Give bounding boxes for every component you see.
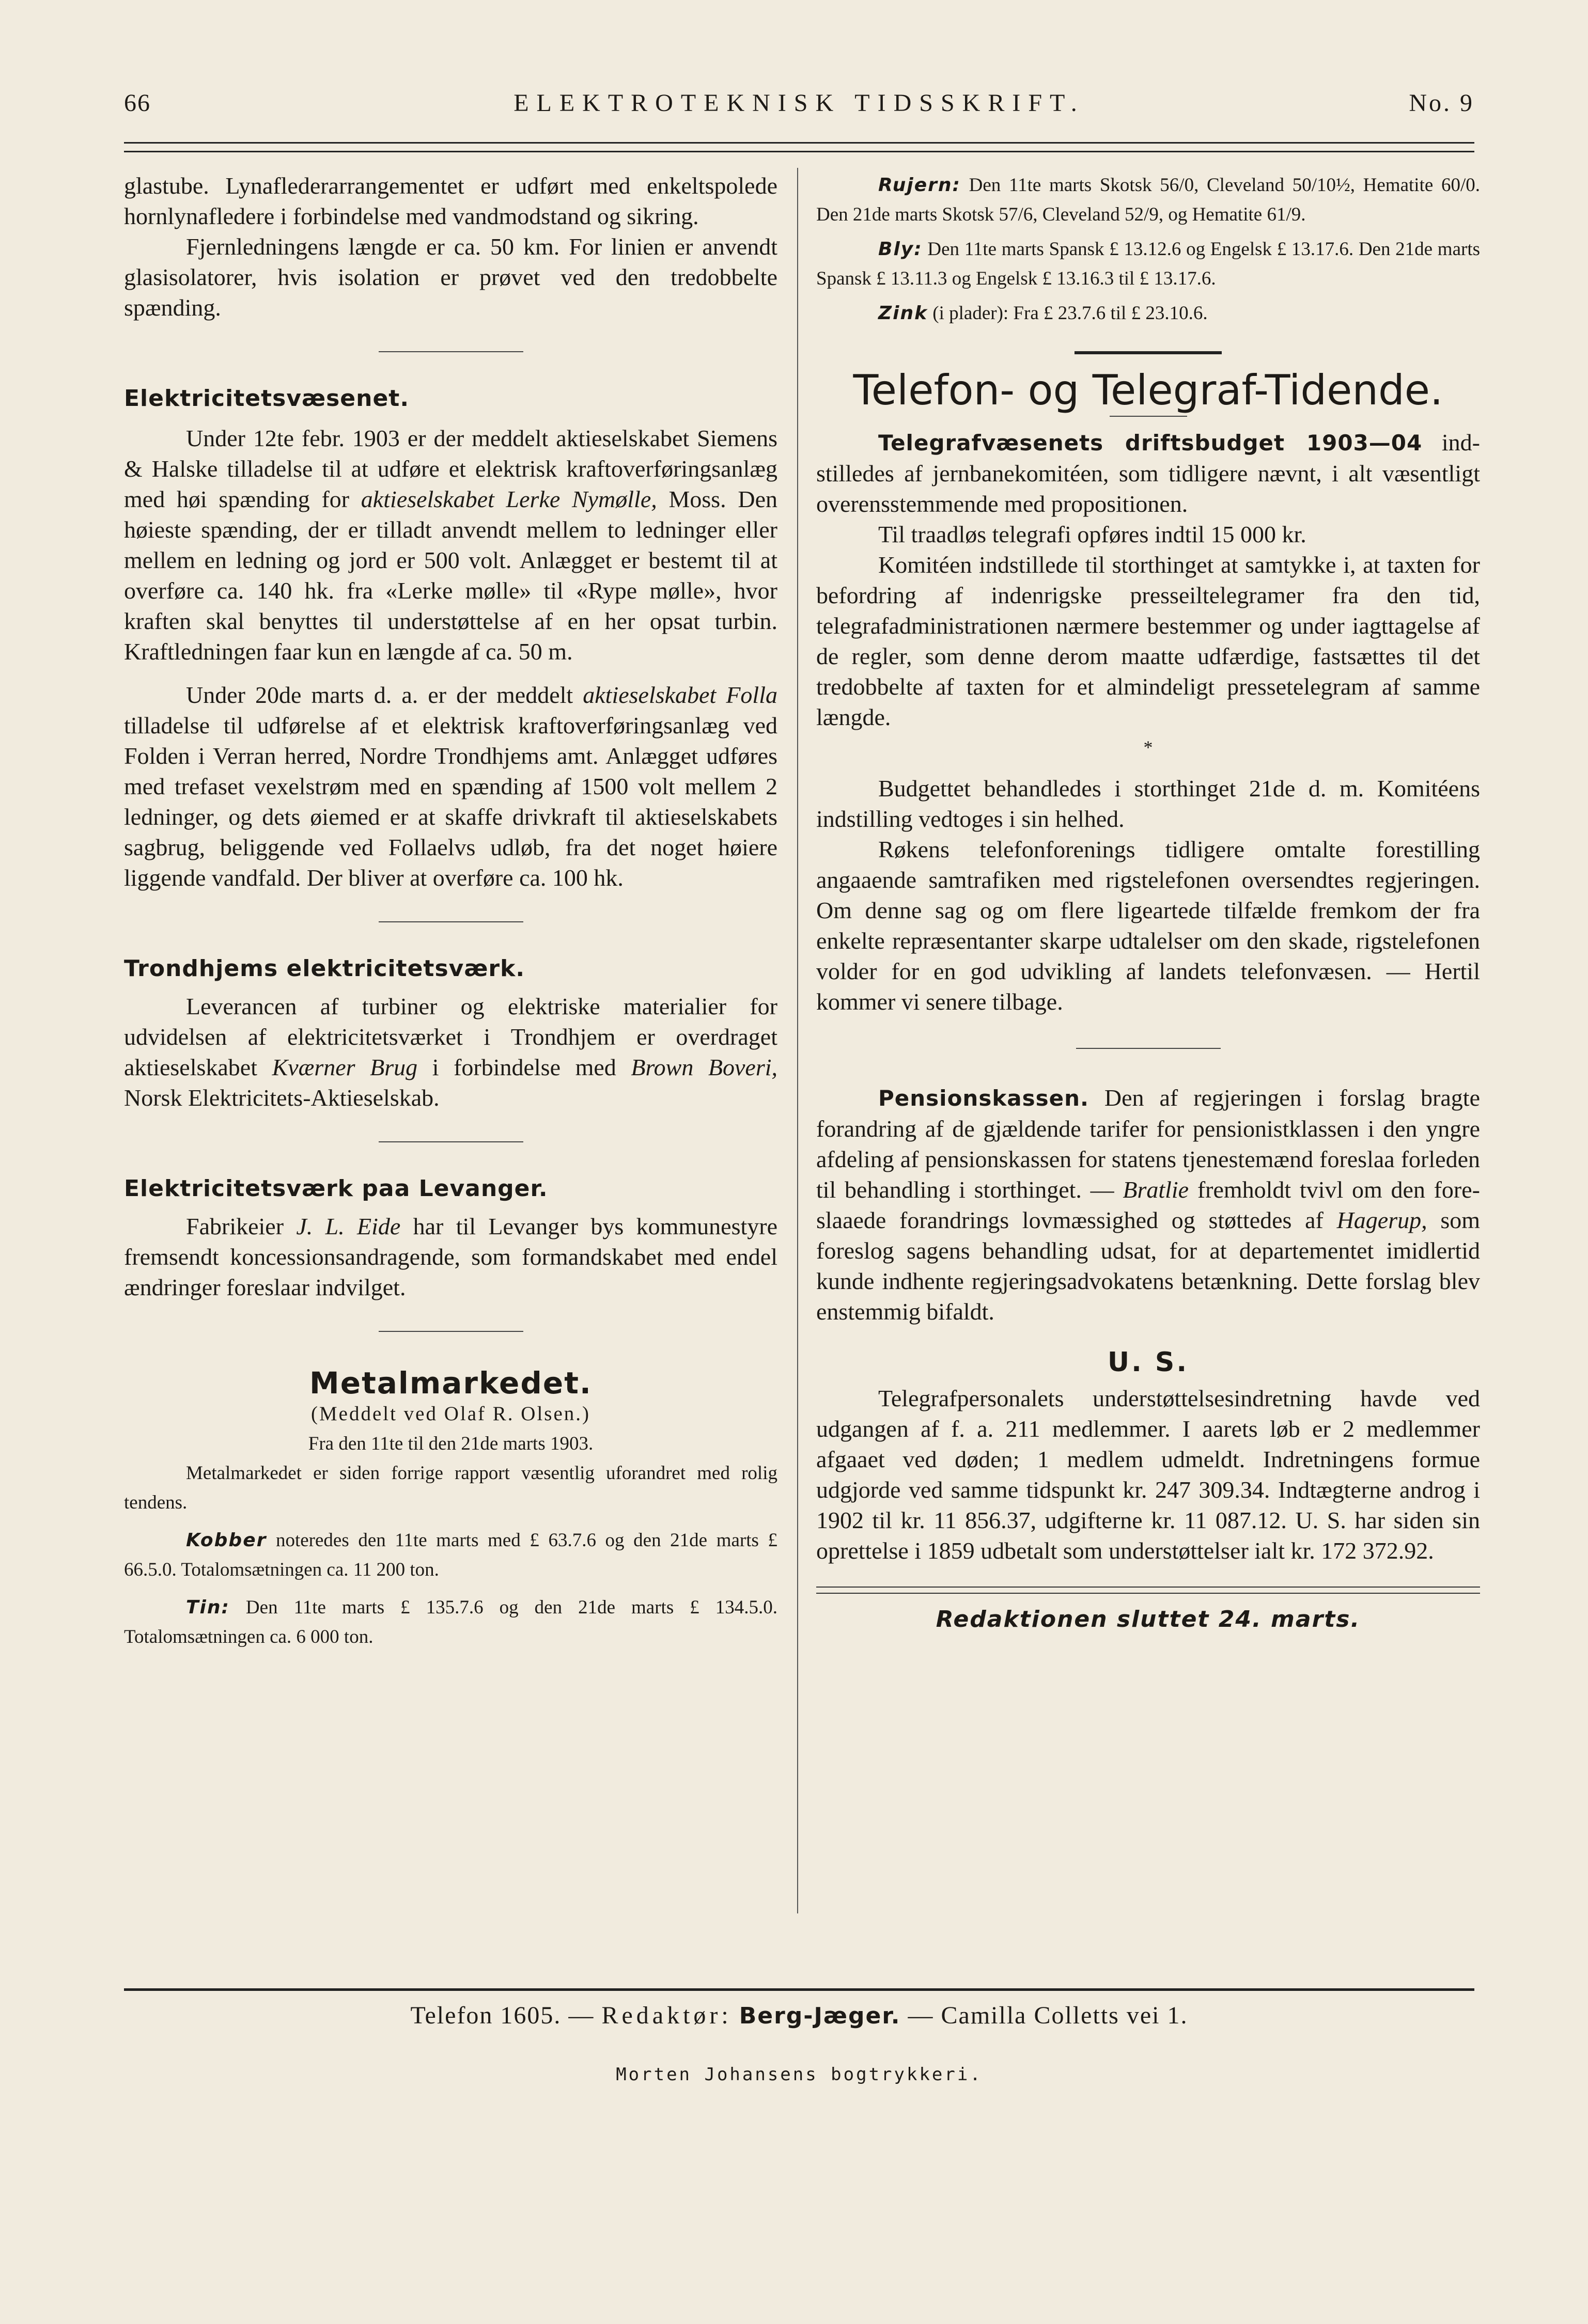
metal-market-title: Metalmarkedet. bbox=[309, 1365, 592, 1401]
section-heading: Elektricitetsvæsenet. bbox=[124, 385, 410, 412]
section-title: Telefon- og Telegraf-Tidende. bbox=[853, 366, 1443, 414]
person-name: Hagerup, bbox=[1336, 1207, 1427, 1233]
paragraph: Til traadløs telegrafi opføres indtil 15 000 kr. bbox=[878, 521, 1306, 547]
metal-label: Tin: bbox=[186, 1597, 230, 1618]
price-entry: Bly: Den 11te marts Spansk £ 13.12.6 og Engelsk £ 13.17.6. Den 21de marts Spansk £ 13.11.3 og Engelsk £ 13.16.3 til £ 13.17.6. bbox=[816, 239, 1480, 289]
asterism: * bbox=[1143, 737, 1153, 758]
person-name: Bratlie bbox=[1123, 1176, 1189, 1203]
double-rule bbox=[816, 1587, 1480, 1594]
price-entry: Zink (i plader): Fra £ 23.7.6 til £ 23.10.6. bbox=[878, 303, 1208, 324]
paragraph: Telegrafpersonalets understøttelsesindretning havde ved udgangen af f. a. 211 medlemmer. I aarets løb er 2 medlemmer afgaaet ved døden; 1 medlem udmeldt. Indretningens formue udgjorde ved samme tidspunkt kr. 247 309.34. Indtægterne androg i 1902 til kr. 11 856.37, udgifterne kr. 11 087.12. U. S. har siden sin oprettelse i 1859 udbetalt som understøttelser ialt kr. 172 372.92. bbox=[816, 1385, 1480, 1564]
metal-market-date: Fra den 11te til den 21de marts 1903. bbox=[308, 1433, 594, 1454]
header-rule bbox=[124, 142, 1474, 152]
page-number: 66 bbox=[124, 89, 151, 117]
section-title: U. S. bbox=[1107, 1347, 1189, 1378]
price-entry: Rujern: Den 11te marts Skotsk 56/0, Cleveland 50/10½, Hematite 60/0. Den 21de marts Skotsk 57/6, Cleveland 52/9, og Hematite 61/9. bbox=[816, 175, 1480, 225]
paragraph: glastube. Lynaflederarrangementet er udført med enkeltspolede hornlynafledere i forbindelse med vandmodstand og sikring. bbox=[124, 172, 777, 229]
journal-title: ELEKTROTEKNISK TIDSSKRIFT. bbox=[513, 89, 1085, 117]
inline-heading: Telegrafvæsenets driftsbudget 1903—04 bbox=[878, 430, 1423, 456]
paragraph: Under 20de marts d. a. er der meddelt aktieselskabet Folla tilladelse til udførelse af et elektrisk kraftoverføringsanlæg ved Folden i Verran herred, Nordre Trondhjems amt. Anlægget udføres med trefaset vexelstrøm med en spænding af 1500 volt mellem 2 ledninger, og dets øiemed er at skaffe drivkraft til aktieselskabets sagbrug, beliggende ved Follaelvs udløb, fra det noget høiere liggende vandfald. Der bliver at overføre ca. 100 hk. bbox=[124, 682, 777, 891]
person-name: J. L. Eide bbox=[296, 1213, 401, 1239]
right-column bbox=[816, 170, 1480, 1635]
paragraph: Leverancen af turbiner og elektriske materialier for udvidelsen af elektricitetsværket i Trondhjem er overdraget aktieselskabet Kværner Brug i forbindelse med Brown Boveri, Norsk Elektricitets-Aktieselskab. bbox=[124, 993, 777, 1111]
paragraph: Under 12te febr. 1903 er der meddelt aktieselskabet Siemens & Halske tilladelse til at udføre et elektrisk kraftoverføringsanlæg med høi spænding for aktieselskabet Lerke Nymølle, Moss. Den høieste spænding, der er tilladt anvendt mellem to ledninger eller mellem en ledning og jord er 500 volt. Anlægget er bestemt til at overføre ca. 140 hk. fra «Lerke mølle» til «Rype mølle», hvor kraften skal benyttes til understøttelse af en her opsat turbin. Kraftledningen faar kun en længde af ca. 50 m. bbox=[124, 425, 777, 665]
editor-name: Berg-Jæger. bbox=[739, 2003, 901, 2029]
paragraph: Pensionskassen. Den af regjeringen i forslag bragte forandring af de gjældende tarifer for pensionistklassen i den yngre afdeling af pensionskassen for statens tjenestemænd foreslaa forleden til behandling i storthinget. — Bratlie fremholdt tvivl om den foreslaaede forandrings lovmæssighed og støttedes af Hagerup, som foreslog sagens behandling udsat, for at departementet imidlertid kunde indhente regjeringsadvokatens betænkning. Dette forslag blev enstemmig bifaldt. bbox=[816, 1085, 1481, 1325]
metal-label: Kobber bbox=[186, 1530, 267, 1551]
paragraph: Budgettet behandledes i storthinget 21de d. m. Komitéens indstilling vedtoges i sin helhed. bbox=[816, 775, 1480, 832]
page-header bbox=[124, 89, 1474, 125]
company-name: Brown Boveri, bbox=[631, 1054, 777, 1080]
issue-number: No. 9 bbox=[1409, 89, 1474, 117]
price-entry: Kobber noteredes den 11te marts med £ 63.7.6 og den 21de marts £ 66.5.0. Totalomsætningen ca. 11 200 ton. bbox=[124, 1530, 777, 1580]
paragraph: Fabrikeier J. L. Eide har til Levanger bys kommunestyre fremsendt koncessionsandragende, som formandskabet med endel ændringer foreslaar indvilget. bbox=[124, 1213, 777, 1300]
paragraph: Metalmarkedet er siden forrige rapport væsentlig uforandret med rolig tendens. bbox=[124, 1463, 777, 1513]
section-heading: Elektricitetsværk paa Levanger. bbox=[124, 1175, 548, 1202]
paragraph: Fjernledningens længde er ca. 50 km. For linien er anvendt glasisolatorer, hvis isolation er prøvet ved den tredobbelte spænding. bbox=[124, 233, 777, 321]
company-name: Kværner Brug bbox=[272, 1054, 418, 1080]
left-column bbox=[124, 170, 777, 1652]
price-entry: Tin: Den 11te marts £ 135.7.6 og den 21de marts £ 134.5.0. Totalomsætningen ca. 6 000 ton. bbox=[124, 1597, 777, 1647]
metal-label: Rujern: bbox=[878, 175, 961, 196]
section-heading: Trondhjems elektricitetsværk. bbox=[124, 955, 525, 982]
company-name: aktieselskabet Lerke Nymølle, bbox=[361, 486, 657, 512]
closing-note: Redaktionen sluttet 24. marts. bbox=[936, 1606, 1361, 1632]
paragraph: Telegrafvæsenets driftsbudget 1903—04 indstilledes af jernbanekomitéen, som tidligere nævnt, i alt væsentligt overensstemmende med propositionen. bbox=[816, 429, 1480, 517]
footer-rule bbox=[124, 1988, 1474, 1991]
company-name: aktieselskabet Folla bbox=[583, 682, 777, 708]
metal-label: Zink bbox=[878, 303, 928, 324]
editor-label: Redaktør: bbox=[601, 2002, 732, 2029]
footer-line: Telefon 1605. — Redaktør: Berg-Jæger. — Camilla Colletts vei 1. bbox=[410, 2002, 1188, 2029]
metal-market-source: (Meddelt ved Olaf R. Olsen.) bbox=[310, 1403, 591, 1425]
printer-credit: Morten Johansens bogtrykkeri. bbox=[616, 2064, 983, 2085]
inline-heading: Pensionskassen. bbox=[878, 1086, 1089, 1111]
paragraph: Komitéen indstillede til storthinget at samtykke i, at taxten for befordring af indenrigske presseiltelegramer fra den tid, telegrafadministrationen nærmere bestemmer og under iagttagelse af de regler, som denne derom maatte udfærdige, fastsættes til det tredobbelte af taxten for et almindeligt pressetelegram af samme længde. bbox=[816, 552, 1480, 730]
paragraph: Røkens telefonforenings tidligere omtalte forestilling angaaende samtrafiken med rigstelefonen oversendtes regjeringen. Om denne sag og om flere ligeartede tilfælde fremkom der fra enkelte repræsentanter skarpe udtalelser om den skade, rigstelefonen volder for en god udvikling af landets telefonvæsen. — Hertil kommer vi senere tilbage. bbox=[816, 836, 1480, 1015]
column-divider bbox=[797, 168, 798, 1913]
metal-label: Bly: bbox=[878, 239, 923, 260]
